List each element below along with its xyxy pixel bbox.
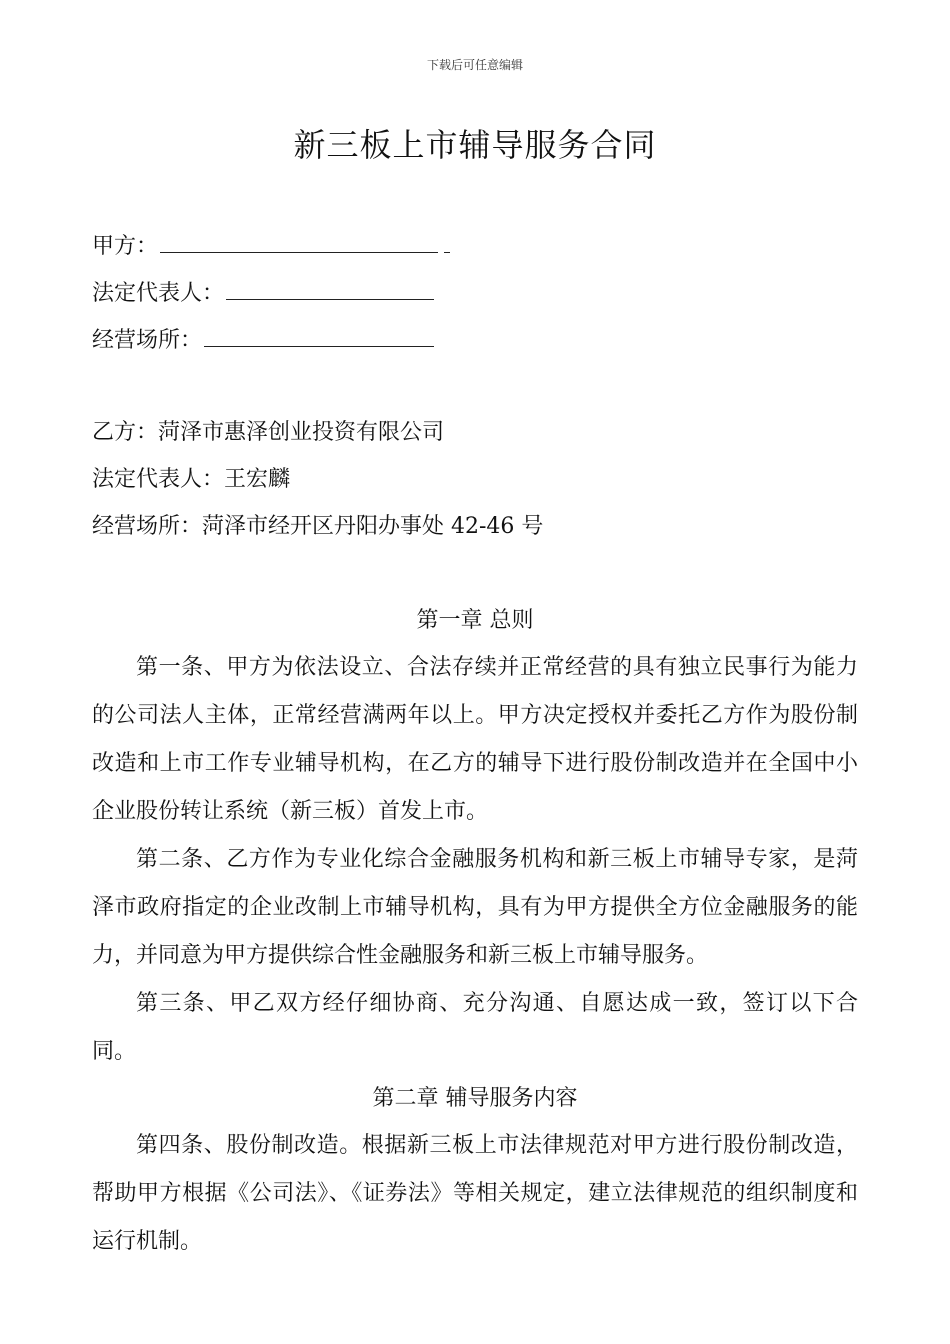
party-a-addr-blank xyxy=(204,322,434,347)
chapter-2-heading: 第二章 辅导服务内容 xyxy=(372,1086,578,1111)
party-a-rep-blank xyxy=(226,275,434,300)
article-3: 第三条、甲乙双方经仔细协商、充分沟通、自愿达成一致，签订以下合同。 xyxy=(92,991,858,1064)
contract-body xyxy=(92,598,858,1266)
party-a-rep-label: 法定代表人： xyxy=(92,281,225,306)
header-note: 下载后可任意编辑 xyxy=(426,58,523,72)
document-title: 新三板上市辅导服务合同 xyxy=(293,126,657,164)
party-b-rep-line: 法定代表人：王宏麟 xyxy=(92,467,291,492)
article-1: 第一条、甲方为依法设立、合法存续并正常经营的具有独立民事行为能力的公司法人主体，正常经营满两年以上。甲方决定授权并委托乙方作为股份制改造和上市工作专业辅导机构，在乙方的辅导下进行股份制改造并在全国中小企业股份转让系统（新三板）首发上市。 xyxy=(92,655,858,824)
party-a-name-line xyxy=(92,228,872,275)
article-2: 第二条、乙方作为专业化综合金融服务机构和新三板上市辅导专家，是菏泽市政府指定的企业改制上市辅导机构，具有为甲方提供全方位金融服务的能力，并同意为甲方提供综合性金融服务和新三板上市辅导服务。 xyxy=(92,847,858,968)
party-a-block xyxy=(92,228,872,369)
party-a-name-label: 甲方： xyxy=(92,234,159,259)
party-b-name-line: 乙方：菏泽市惠泽创业投资有限公司 xyxy=(92,420,445,445)
party-a-addr-line xyxy=(92,322,872,369)
article-4: 第四条、股份制改造。根据新三板上市法律规范对甲方进行股份制改造，帮助甲方根据《公司法》、《证券法》等相关规定，建立法律规范的组织制度和运行机制。 xyxy=(92,1133,858,1254)
party-a-rep-line xyxy=(92,275,872,322)
party-b-addr-line: 经营场所：菏泽市经开区丹阳办事处 42-46 号 xyxy=(92,514,544,539)
chapter-1-heading: 第一章 总则 xyxy=(416,608,534,633)
party-a-name-blank xyxy=(160,228,438,253)
party-b-block xyxy=(92,414,872,555)
party-a-addr-label: 经营场所： xyxy=(92,328,203,353)
party-a-name-mark xyxy=(444,228,450,253)
